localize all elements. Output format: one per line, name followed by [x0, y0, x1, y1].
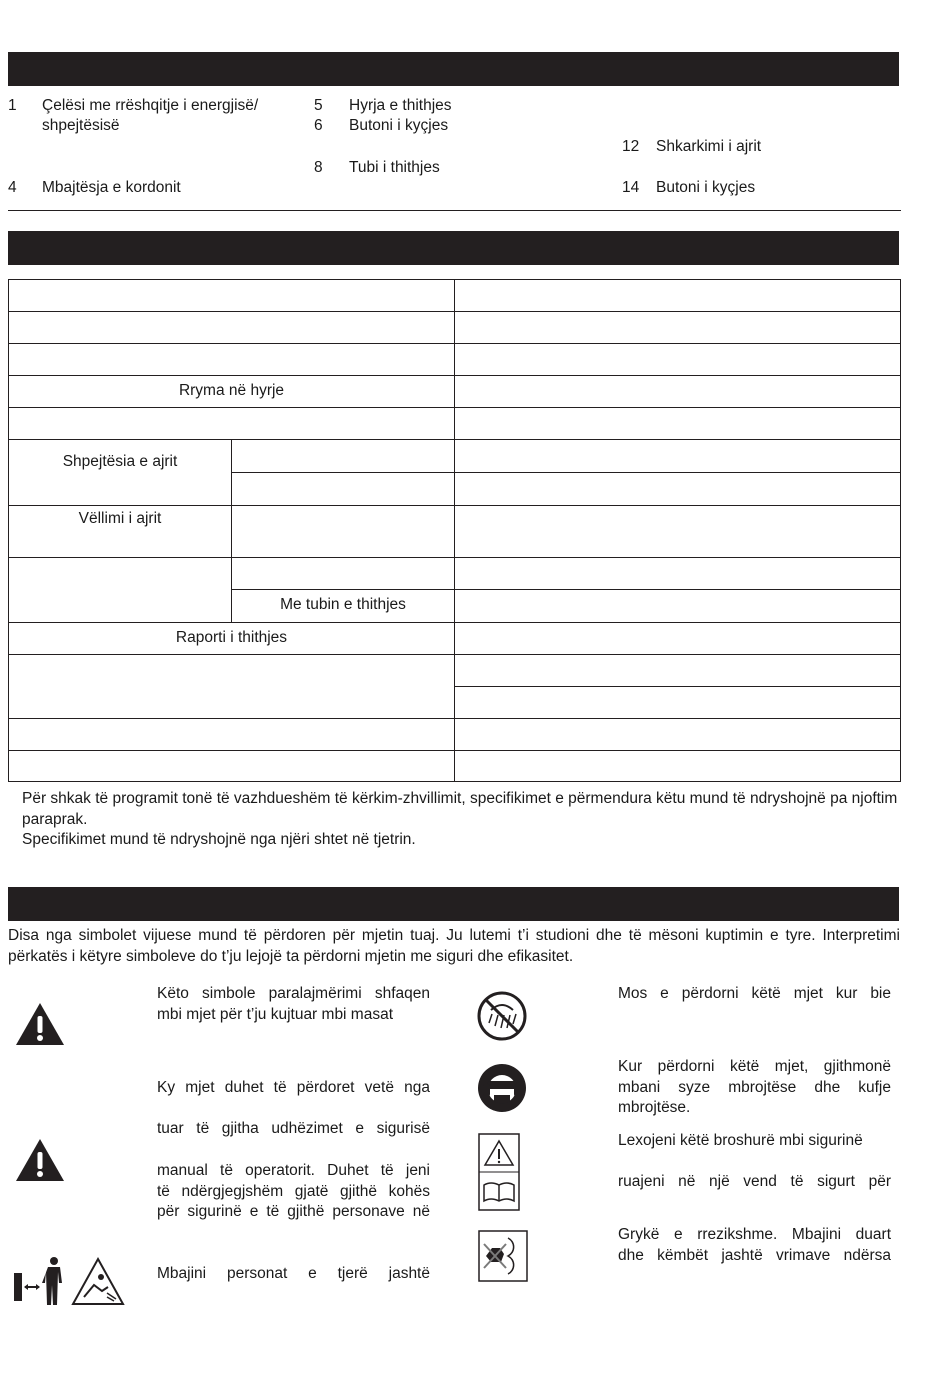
- part-number: 14: [622, 179, 640, 196]
- table-cell: [8, 750, 455, 782]
- spec-note: Specifikimet mund të ndryshojnë nga njëri shtet në tjetrin.: [22, 831, 416, 848]
- symbol-text-warning: [157, 984, 430, 1025]
- part-number: 12: [622, 138, 640, 155]
- table-cell: [454, 589, 901, 623]
- part-number: 1: [8, 97, 17, 114]
- text-line: mbrojtëse.: [618, 1099, 691, 1116]
- table-cell: [454, 407, 901, 440]
- text-line: tuar të gjitha udhëzimet e sigurisë: [157, 1120, 430, 1137]
- dangerous-openings-icon: [478, 1230, 528, 1282]
- table-cell: [454, 505, 901, 558]
- spec-label-air-volume: Vëllimi i ajrit: [78, 510, 162, 527]
- table-cell: [231, 505, 455, 558]
- part-label: Butoni i kyçjes: [349, 117, 449, 134]
- table-cell: [231, 472, 455, 506]
- warning-triangle-icon: [14, 1137, 66, 1183]
- table-cell: [8, 557, 232, 623]
- keep-bystanders-away-icon: [12, 1255, 126, 1309]
- part-number: 4: [8, 179, 17, 196]
- table-cell: [454, 375, 901, 408]
- table-cell: [454, 279, 901, 312]
- part-label: Hyrja e thithjes: [349, 97, 452, 114]
- text-line: Këto simbole paralajmërimi shfaqen: [157, 985, 430, 1002]
- spec-label-suction-ratio: Raporti i thithjes: [175, 629, 288, 646]
- symbol-text-instructions: [157, 1119, 430, 1140]
- section-header-bar-specifications: [8, 231, 899, 265]
- table-cell: [8, 311, 455, 344]
- table-cell: [8, 343, 455, 376]
- text-line: mbani syze mbrojtëse dhe kufje: [618, 1078, 891, 1096]
- part-label: Shkarkimi i ajrit: [656, 138, 762, 155]
- table-cell: [454, 472, 901, 506]
- table-cell: [231, 439, 455, 473]
- part-label: Tubi i thithjes: [349, 159, 440, 176]
- warning-triangle-icon: [14, 1001, 66, 1047]
- symbol-text-bystanders: [157, 1264, 430, 1285]
- section-header-bar-symbols: [8, 887, 899, 921]
- table-cell: [454, 622, 901, 655]
- symbol-text-keep-safe: [618, 1172, 891, 1193]
- text-line: ruajeni në një vend të sigurt për: [618, 1173, 891, 1190]
- symbol-text-openings: [618, 1225, 891, 1266]
- table-cell: [454, 686, 901, 719]
- part-label: shpejtësisë: [42, 117, 120, 134]
- symbol-text-protection: [618, 1057, 891, 1119]
- table-cell: [454, 718, 901, 751]
- table-cell: [8, 407, 455, 440]
- table-cell: [8, 279, 455, 312]
- table-cell: [454, 343, 901, 376]
- spec-note: Për shkak të programit tonë të vazhdueshëm të kërkim-zhvillimit, specifikimet e përmendura këtu mund të ndryshojnë pa njoftim paraprak.: [22, 790, 898, 828]
- table-cell: [454, 654, 901, 687]
- symbols-intro: Disa nga simbolet vijuese mund të përdoren për mjetin tuaj. Ju lutemi t’i studioni dhe të mësoni kuptimin e tyre. Interpretimi përkatës i këtyre simboleve do t’ju lejojë ta përdorni mjetin me siguri dhe efikasitet.: [8, 927, 900, 965]
- text-line: të ndërgjegjshëm gjatë gjithë kohës: [157, 1182, 430, 1200]
- table-cell: [454, 750, 901, 782]
- table-cell: [8, 505, 232, 558]
- symbol-text-read-manual: [618, 1131, 891, 1152]
- part-label: Çelësi me rrëshqitje i energjisë/: [42, 97, 259, 114]
- text-line: Lexojeni këtë broshurë mbi sigurinë: [618, 1132, 863, 1149]
- table-cell: [454, 557, 901, 590]
- text-line: Kur përdorni këtë mjet, gjithmonë: [618, 1058, 891, 1075]
- text-line: Mbajini personat e tjerë jashtë: [157, 1265, 430, 1282]
- table-cell: [231, 589, 455, 623]
- table-cell: [8, 622, 455, 655]
- spec-label-input-current: Rryma në hyrje: [178, 382, 285, 399]
- table-cell: [454, 439, 901, 473]
- symbol-text-single-use: [157, 1078, 430, 1099]
- symbol-text-rain: [618, 984, 891, 1005]
- part-number: 6: [314, 117, 323, 134]
- table-cell: [8, 375, 455, 408]
- table-cell: [8, 654, 455, 719]
- table-cell: [454, 311, 901, 344]
- section-header-bar-description: [8, 52, 899, 86]
- text-line: Mos e përdorni këtë mjet kur bie: [618, 985, 891, 1002]
- text-line: për sigurinë e të gjithë personave në: [157, 1203, 430, 1220]
- text-line: Grykë e rrezikshme. Mbajini duart: [618, 1226, 891, 1243]
- spec-label-air-speed: Shpejtësia e ajrit: [62, 453, 178, 470]
- part-number: 8: [314, 159, 323, 176]
- text-line: mbi mjet për t’ju kujtuar mbi masat: [157, 1005, 394, 1023]
- wear-eye-ear-protection-icon: [476, 1062, 528, 1114]
- divider: [8, 210, 901, 211]
- read-manual-icon: [478, 1133, 520, 1211]
- table-cell: [8, 439, 232, 506]
- text-line: manual të operatorit. Duhet të jeni: [157, 1162, 430, 1179]
- text-line: Ky mjet duhet të përdoret vetë nga: [157, 1079, 430, 1096]
- spec-label-with-suction-tube: Me tubin e thithjes: [280, 596, 406, 613]
- table-cell: [8, 718, 455, 751]
- text-line: dhe këmbët jashtë vrimave ndërsa: [618, 1246, 891, 1264]
- specifications-table: [8, 279, 901, 782]
- table-cell: [231, 557, 455, 590]
- part-label: Mbajtësja e kordonit: [42, 179, 181, 196]
- no-rain-icon: [476, 990, 528, 1042]
- part-label: Butoni i kyçjes: [656, 179, 756, 196]
- symbol-text-manual: [157, 1161, 430, 1223]
- part-number: 5: [314, 97, 323, 114]
